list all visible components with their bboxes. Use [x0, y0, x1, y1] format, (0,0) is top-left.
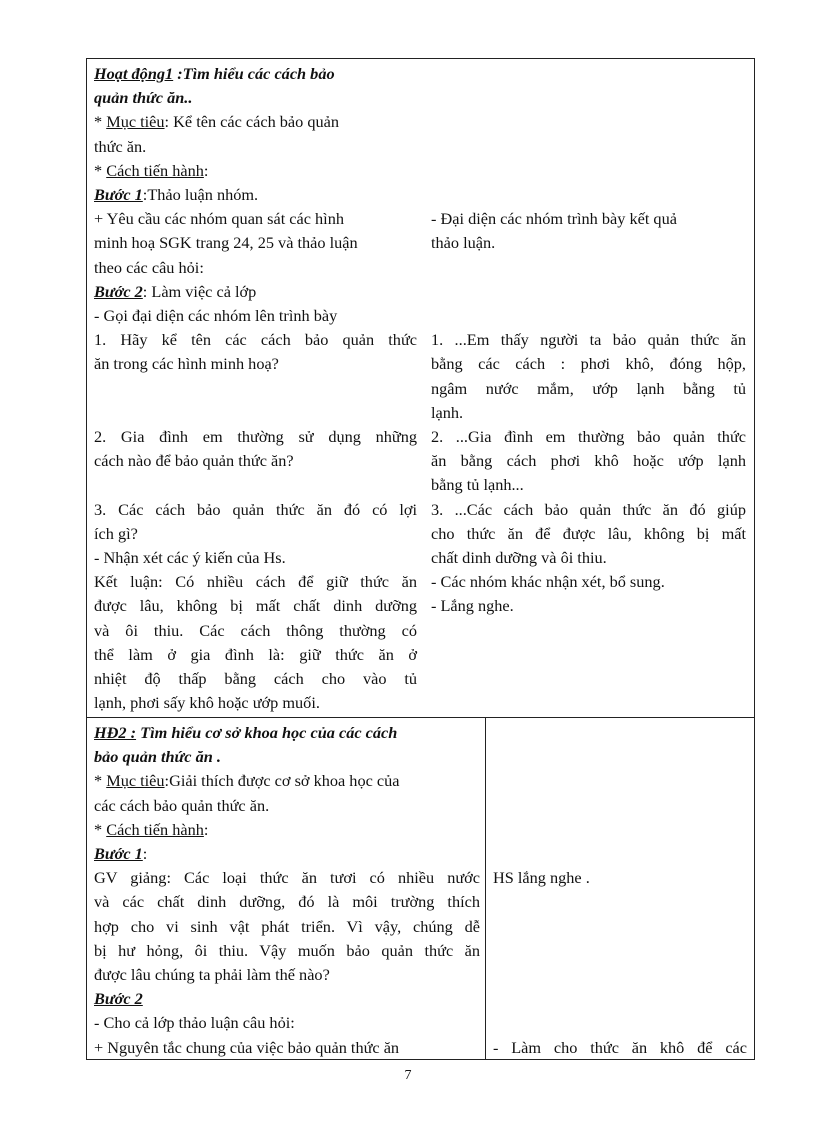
- step-label: Bước 1: [94, 185, 143, 205]
- line-text: : Kể tên các cách bảo quản: [164, 112, 340, 132]
- text-line: [94, 401, 417, 425]
- text-line: theo các câu hỏi:: [94, 257, 204, 277]
- line-text: :Thảo luận nhóm.: [142, 185, 259, 205]
- text-line: [94, 818, 480, 842]
- text-line: [493, 842, 747, 866]
- text-line: các cách bảo quản thức ăn.: [94, 795, 270, 815]
- activity-heading-text: :Tìm hiểu các cách bảo: [173, 64, 335, 83]
- text-line: lạnh, phơi sấy khô hoặc ướp muối.: [94, 693, 320, 713]
- text-line: [493, 890, 747, 914]
- text-line: - Làm cho thức ăn khô để các: [493, 1037, 747, 1057]
- bullet-prefix: *: [94, 160, 107, 180]
- text-line: - Lắng nghe.: [431, 596, 514, 616]
- text-line: 2. Gia đình em thường sử dụng những: [94, 427, 417, 447]
- text-line: [94, 159, 417, 183]
- section-label: Cách tiến hành: [106, 160, 204, 180]
- text-line: [493, 721, 747, 745]
- section-label: Mục tiêu: [106, 771, 165, 791]
- text-line: + Yêu cầu các nhóm quan sát các hình: [94, 209, 344, 229]
- text-line: - Gọi đại diện các nhóm lên trình bày: [94, 306, 338, 326]
- text-line: thảo luận.: [431, 233, 496, 253]
- text-line: GV giảng: Các loại thức ăn tươi có nhiều nước: [94, 868, 480, 888]
- text-line: [94, 842, 480, 866]
- text-line: được lâu, không bị mất chất dinh dưỡng: [94, 596, 417, 616]
- text-line: [94, 745, 480, 769]
- text-line: [94, 62, 417, 86]
- text-line: ăn bằng cách phơi khô hoặc ướp lạnh: [431, 451, 746, 471]
- text-line: ích gì?: [94, 523, 138, 543]
- table-section-2: [86, 717, 755, 1060]
- text-line: [493, 818, 747, 842]
- page-number: 7: [404, 1068, 412, 1083]
- text-line: thể làm ở gia đình là: giữ thức ăn ở: [94, 644, 417, 664]
- line-text: :: [203, 160, 209, 180]
- text-line: [493, 769, 747, 793]
- section-label: Cách tiến hành: [106, 819, 204, 839]
- text-line: - Các nhóm khác nhận xét, bổ sung.: [431, 572, 665, 592]
- text-line: [94, 86, 417, 110]
- text-line: cách nào để bảo quản thức ăn?: [94, 451, 294, 471]
- text-line: lạnh.: [431, 402, 464, 422]
- text-line: [431, 280, 746, 304]
- text-line: [431, 183, 746, 207]
- line-text: : Làm việc cả lớp: [142, 281, 257, 301]
- text-line: 1. Hãy kể tên các cách bảo quản thức: [94, 330, 417, 350]
- text-line: bằng tủ lạnh...: [431, 475, 524, 495]
- text-line: [431, 110, 746, 134]
- text-line: [493, 1011, 747, 1035]
- column-divider: [485, 718, 486, 1059]
- text-line: [431, 62, 746, 86]
- text-line: 3. ...Các cách bảo quản thức ăn đó giúp: [431, 499, 746, 519]
- activity-title: HĐ2 :: [94, 723, 137, 742]
- text-line: [431, 159, 746, 183]
- section-1-student-column: [431, 62, 746, 619]
- text-line: [431, 256, 746, 280]
- table-section-1: [86, 58, 755, 718]
- text-line: - Cho cả lớp thảo luận câu hỏi:: [94, 1013, 295, 1033]
- bullet-prefix: *: [94, 819, 107, 839]
- text-line: [493, 987, 747, 1011]
- text-line: [493, 794, 747, 818]
- text-line: hợp cho vi sinh vật phát triển. Vì vậy, chúng dễ: [94, 916, 480, 936]
- text-line: và ôi thiu. Các cách thông thường có: [94, 620, 417, 640]
- text-line: cho thức ăn để được lâu, không bị mất: [431, 523, 746, 543]
- text-line: ngâm nước mắm, ướp lạnh bằng tủ: [431, 378, 746, 398]
- text-line: [94, 280, 417, 304]
- text-line: [94, 377, 417, 401]
- activity-title: Hoạt động1: [94, 64, 174, 83]
- step-label: Bước 2: [94, 989, 143, 1009]
- text-line: [94, 769, 480, 793]
- text-line: [94, 987, 480, 1011]
- step-label: Bước 2: [94, 281, 143, 301]
- line-text: :Giải thích được cơ sở khoa học của: [164, 771, 400, 791]
- text-line: 3. Các cách bảo quản thức ăn đó có lợi: [94, 499, 417, 519]
- text-line: [493, 915, 747, 939]
- text-line: [94, 473, 417, 497]
- text-line: chất dinh dưỡng và ôi thiu.: [431, 548, 607, 568]
- text-line: - Đại diện các nhóm trình bày kết quả: [431, 209, 677, 229]
- text-line: và các chất dinh dưỡng, đó là môi trường thích: [94, 892, 480, 912]
- text-line: 2. ...Gia đình em thường bảo quản thức: [431, 427, 746, 447]
- text-line: [431, 86, 746, 110]
- bullet-prefix: *: [94, 112, 107, 132]
- text-line: [94, 183, 417, 207]
- text-line: thức ăn.: [94, 136, 147, 156]
- text-line: [94, 721, 480, 745]
- text-line: 1. ...Em thấy người ta bảo quản thức ăn: [431, 330, 746, 350]
- line-text: :: [203, 819, 209, 839]
- text-line: - Nhận xét các ý kiến của Hs.: [94, 548, 286, 568]
- section-2-teacher-column: [94, 721, 480, 1060]
- text-line: [431, 135, 746, 159]
- text-line: [431, 304, 746, 328]
- section-label: Mục tiêu: [106, 112, 165, 132]
- step-label: Bước 1: [94, 844, 143, 864]
- section-1-teacher-column: [94, 62, 417, 715]
- text-line: HS lắng nghe .: [493, 868, 590, 888]
- activity-heading-text: quản thức ăn..: [94, 88, 193, 108]
- text-line: [493, 745, 747, 769]
- bullet-prefix: *: [94, 771, 107, 791]
- text-line: [94, 110, 417, 134]
- text-line: bị hư hỏng, ôi thiu. Vậy muốn bảo quản thức ăn: [94, 940, 480, 960]
- text-line: nhiệt độ thấp bằng cách cho vào tủ: [94, 669, 417, 689]
- text-line: [493, 939, 747, 963]
- activity-heading-text: bảo quản thức ăn .: [94, 747, 221, 767]
- text-line: ăn trong các hình minh hoạ?: [94, 354, 279, 374]
- text-line: + Nguyên tắc chung của việc bảo quản thức ăn: [94, 1037, 400, 1057]
- line-text: :: [142, 844, 148, 864]
- section-2-student-column: [493, 721, 747, 1060]
- activity-heading-text: Tìm hiểu cơ sở khoa học của các cách: [136, 723, 398, 742]
- text-line: bằng các cách : phơi khô, đóng hộp,: [431, 354, 746, 374]
- text-line: Kết luận: Có nhiều cách để giữ thức ăn: [94, 572, 417, 592]
- text-line: minh hoạ SGK trang 24, 25 và thảo luận: [94, 233, 358, 253]
- text-line: được lâu chúng ta phải làm thế nào?: [94, 965, 330, 985]
- text-line: [493, 963, 747, 987]
